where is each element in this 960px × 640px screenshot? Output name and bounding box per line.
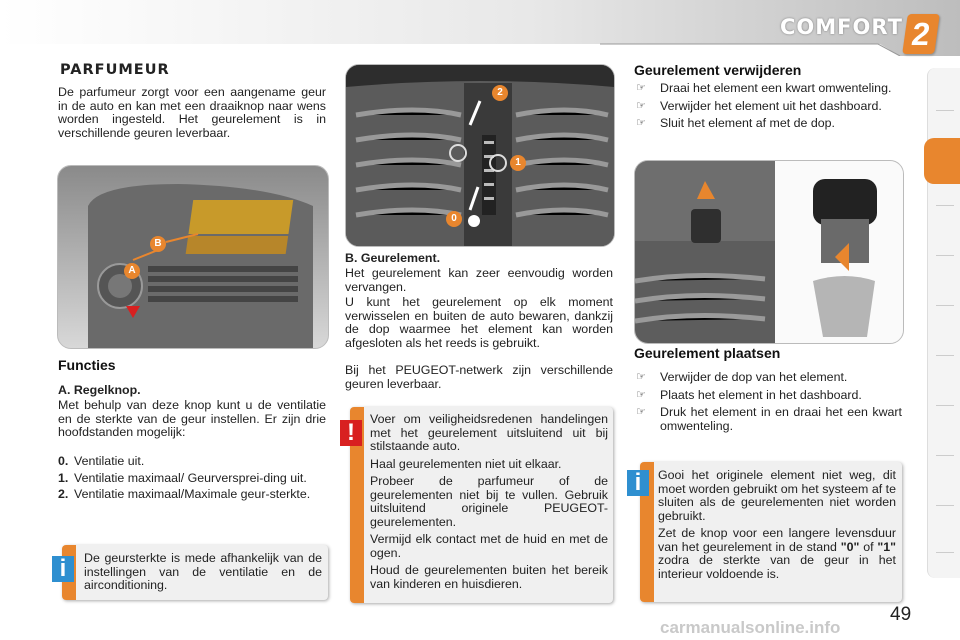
warning-note (350, 407, 613, 603)
element-photo (634, 160, 904, 344)
hand-pointer-icon: ☞ (636, 99, 646, 112)
functies-heading: Functies (58, 357, 116, 373)
list-item-text: Verwijder de dop van het element. (660, 370, 848, 384)
tab-divider (936, 110, 954, 111)
label-b-marker: B (150, 236, 166, 252)
info-note-text: Gooi het originele element niet weg, dit moet worden gebruikt om het systeem af te sluiten als de geurelementen niet worden gebruikt. (658, 468, 896, 523)
list-item (636, 100, 902, 114)
stand-list (58, 455, 326, 502)
list-item (636, 406, 902, 433)
stand-num: 2. (58, 487, 69, 501)
section-title: COMFORT (780, 15, 903, 39)
warning-text: Haal geurelementen niet uit elkaar. (370, 456, 562, 471)
vent-photo (345, 64, 615, 247)
list-item (636, 82, 902, 96)
list-item (636, 117, 902, 131)
position-2-marker: 2 (492, 85, 508, 101)
warning-text: Houd de geurelementen buiten het bereik van kinderen en huisdieren. (370, 563, 608, 591)
functies-text: Met behulp van deze knop kunt u de ventilatie en de sterkte van de geur instellen. Er zijn drie hoofdstanden mogelijk: (58, 398, 326, 439)
position-0-marker: 0 (446, 211, 462, 227)
stand-num: 1. (58, 470, 69, 485)
warning-text: Vermijd elk contact met de huid en met de ogen. (370, 532, 608, 560)
list-item-text: Verwijder het element uit het dashboard. (660, 98, 882, 113)
geurelement-text-1: Het geurelement kan zeer eenvoudig worden vervangen. (345, 266, 613, 294)
plaatsen-list (636, 371, 902, 437)
list-item-text: Druk het element in en draai het een kwart omwenteling. (660, 405, 902, 433)
stand-num: 0. (58, 454, 69, 468)
stand-item (58, 455, 326, 469)
hand-pointer-icon: ☞ (636, 406, 646, 418)
stand-text: Ventilatie maximaal/Maximale geur-sterkte. (74, 487, 311, 501)
geurelement-text-3: Bij het PEUGEOT-netwerk zijn verschillende geuren leverbaar. (345, 363, 613, 391)
verwijderen-list (636, 82, 902, 135)
regelknop-subheading: A. Regelknop. (58, 383, 141, 397)
geurelement-text-2: U kunt het geurelement op elk moment verwisselen en buiten de auto bewaren, dankzij de dop waarmee het element kan worden afgesloten als het reeds is gebruikt. (345, 295, 613, 350)
info-icon: i (627, 470, 649, 496)
hand-pointer-icon: ☞ (636, 82, 646, 94)
tab-divider (936, 505, 954, 506)
page-number: 49 (890, 604, 912, 625)
tab-divider (936, 552, 954, 553)
hand-pointer-icon: ☞ (636, 117, 646, 129)
list-item-text: Sluit het element af met de dop. (660, 116, 835, 130)
list-item-text: Draai het element een kwart omwenteling. (660, 81, 892, 95)
watermark: carmanualsonline.info (660, 618, 841, 637)
info-note-left (62, 545, 328, 600)
stand-text: Ventilatie uit. (74, 454, 145, 468)
info-note-text: Zet de knop voor een langere levensduur van het geurelement in de stand "0" of "1" zodra de sterkte van de geur in het interieur voldoende is. (658, 526, 897, 581)
hand-pointer-icon: ☞ (636, 371, 646, 383)
chapter-badge: 2 (902, 14, 940, 54)
list-item-text: Plaats het element in het dashboard. (660, 387, 862, 402)
tab-divider (936, 405, 954, 406)
info-note-right (640, 462, 902, 602)
position-1-marker: 1 (510, 155, 526, 171)
intro-text: De parfumeur zorgt voor een aangename geur in de auto en kan met een draaiknop naar wens worden ingesteld. Het geurelement is in verschillende geuren leverbaar. (58, 85, 326, 140)
geurelement-heading: B. Geurelement. (345, 251, 441, 265)
tab-divider (936, 205, 954, 206)
info-icon: i (52, 556, 74, 582)
list-item (636, 371, 902, 385)
tab-divider (936, 305, 954, 306)
label-a-marker: A (124, 263, 140, 279)
page-title: PARFUMEUR (60, 62, 170, 78)
warning-text: Voer om veiligheidsredenen handelingen met het geurelement uitsluitend uit bij stilstaande auto. (370, 412, 608, 453)
tab-divider (936, 255, 954, 256)
tab-divider (936, 455, 954, 456)
stand-text: Ventilatie maximaal/ Geurversprei-ding uit. (74, 470, 307, 485)
dashboard-photo (57, 165, 329, 349)
stand-item (58, 472, 326, 486)
tab-divider (936, 355, 954, 356)
stand-item (58, 488, 326, 502)
verwijderen-heading: Geurelement verwijderen (634, 62, 802, 78)
warning-icon: ! (340, 420, 362, 446)
warning-text: Probeer de parfumeur of de geurelementen niet bij te vullen. Gebruik uitsluitend originele PEUGEOT-geurelementen. (370, 474, 608, 529)
chapter-tab-active[interactable] (924, 138, 960, 184)
list-item (636, 389, 902, 403)
info-note-text: De geursterkte is mede afhankelijk van de instellingen van de ventilatie en de airconditioning. (84, 551, 322, 592)
hand-pointer-icon: ☞ (636, 388, 646, 401)
plaatsen-heading: Geurelement plaatsen (634, 345, 781, 361)
